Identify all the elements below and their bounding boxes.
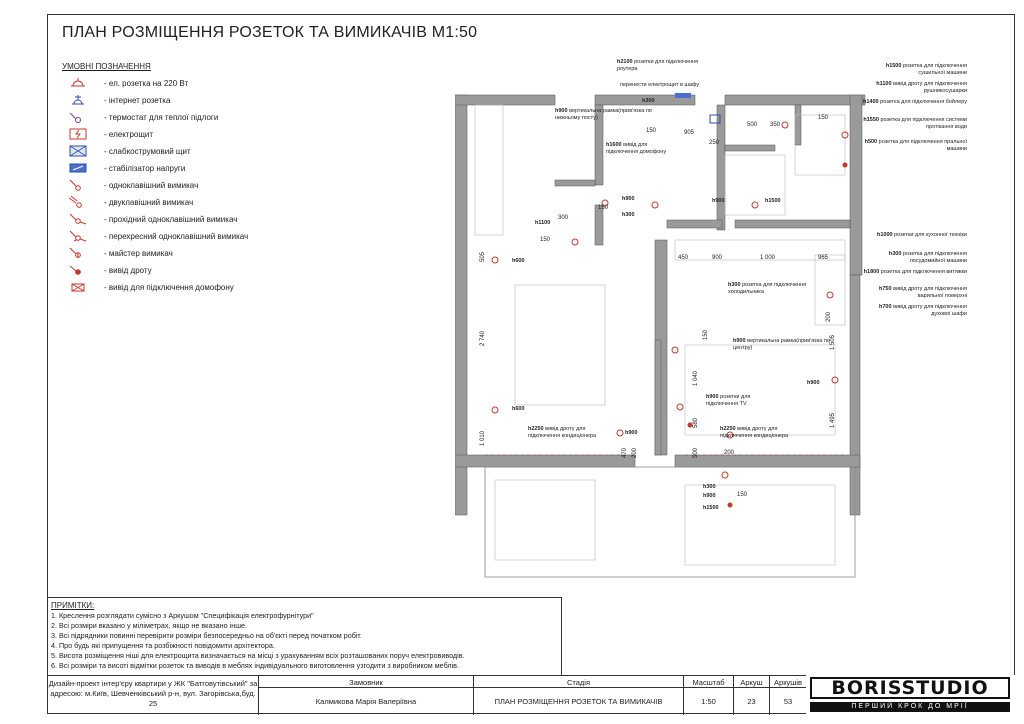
drawing-title: ПЛАН РОЗМІЩЕННЯ РОЗЕТОК ТА ВИМИКАЧІВ М1:50 <box>62 24 478 41</box>
annotation: h300 розетка для підключення холодильника <box>728 282 807 295</box>
logo-name: BORISSTUDIO <box>810 677 1010 699</box>
annotation: h1600 вивід для підключення домофону <box>606 142 667 155</box>
dimension: 1 010 <box>480 430 486 446</box>
legend-item: - майстер вимикач <box>64 246 324 262</box>
dimension: 1 505 <box>830 334 836 350</box>
legend-item: - одноклавішний вимикач <box>64 178 324 194</box>
dimension: 1 040 <box>693 370 699 386</box>
dimension: 250 <box>709 140 720 146</box>
legend-item: - двуклавішний вимикач <box>64 195 324 211</box>
annotation: h900 розетки для підключення TV <box>706 394 751 407</box>
dimension: 150 <box>818 115 829 121</box>
dimension: 965 <box>818 255 829 261</box>
annotation: h1500 розетка для підключення сушильної машини <box>885 63 967 76</box>
annotation: h1100 <box>535 220 551 226</box>
notes-title: ПРИМІТКИ: <box>51 601 95 610</box>
annotation: h1550 розетка для підключення системи протікання води <box>863 117 967 130</box>
legend-item: - інтернет розетка <box>64 93 324 109</box>
annotation: h300 <box>622 212 635 218</box>
annotation: h1100 вивід дроту для підключення рушникосушарки <box>876 81 967 94</box>
studio-logo <box>806 675 1015 714</box>
annotation: h900 <box>622 196 635 202</box>
dimension: 500 <box>693 447 699 458</box>
legend-item: - термостат для теплої підлоги <box>64 110 324 126</box>
dimension: 150 <box>646 128 657 134</box>
annotation: h900 <box>712 198 725 204</box>
annotation: h2100 розетки для підключення роутера <box>617 59 699 72</box>
double-switch-icon <box>64 195 94 209</box>
note: 6. Всі розміри та висоті відмітки розеток та виводів в меблях індивідуального виготовлення узгодити з виробником меблів. <box>51 661 459 670</box>
dimension: 150 <box>737 492 748 498</box>
dimension: 900 <box>712 255 723 261</box>
annotation: h1500 <box>765 198 781 204</box>
passthrough-switch-icon <box>64 212 94 226</box>
legend-item: - ел. розетка на 220 Вт <box>64 76 324 92</box>
dimension: 200 <box>826 311 832 322</box>
annotation: перенести електрощит в шафу <box>620 82 700 88</box>
electrical-panel-icon <box>64 127 94 141</box>
note: 1. Креслення розглядати сумісно з Аркушом "Специфікація електрофурнітури" <box>51 611 314 620</box>
note: 5. Висота розміщення ніші для електрощита визначається на місці з урахуванням всіх розташованих поруч електровиводів. <box>51 651 465 660</box>
legend-item: - прохідний одноклавішний вимикач <box>64 212 324 228</box>
socket-220-icon <box>64 76 94 90</box>
annotation: h900 <box>807 380 820 386</box>
dimension: 470 <box>622 447 628 458</box>
single-switch-icon <box>64 178 94 192</box>
dimension: 500 <box>747 122 758 128</box>
annotation: h900 <box>703 493 716 499</box>
dimension: 450 <box>678 255 689 261</box>
wire-outlet-icon <box>64 263 94 277</box>
sheet-cell: Аркуш 23 <box>733 676 769 715</box>
dimension: 200 <box>632 447 638 458</box>
annotation: h900 вертикальна рамка(прив'язка по нижньому посту) <box>555 108 652 121</box>
stage-cell: Стадія ПЛАН РОЗМІЩЕННЯ РОЗЕТОК ТА ВИМИКАЧІВ <box>473 676 683 715</box>
thermostat-icon <box>64 110 94 124</box>
master-switch-icon <box>64 246 94 260</box>
dimension: 350 <box>770 122 781 128</box>
legend-item: - стабілізатор напруги <box>64 161 324 177</box>
annotation: h1400 розетка для підключення бойлеру <box>863 99 967 105</box>
note: 2. Всі розміри вказано у міліметрах, якщо не вказано інше. <box>51 621 247 630</box>
project-description: Дизайн-проект інтер'єру квартири у ЖК "Батговутівський" за адресою: м.Київ, Шевченківський р-н, вул. Загорівська,буд. 25 <box>48 679 258 708</box>
note: 4. Про будь які припущення та розбіжності повідомити архітектора. <box>51 641 275 650</box>
cross-switch-icon <box>64 229 94 243</box>
dimension: 150 <box>598 205 609 211</box>
scale-cell: Масштаб 1:50 <box>683 676 733 715</box>
voltage-stabilizer-icon <box>64 161 94 175</box>
annotation: h300 <box>642 98 655 104</box>
legend-item: - слабкострумовий щит <box>64 144 324 160</box>
dimension: 150 <box>703 329 709 340</box>
annotation: h1500 <box>703 505 719 511</box>
annotation: h300 розетка для підключення посудомийної машини <box>888 251 967 264</box>
legend-title: УМОВНІ ПОЗНАЧЕННЯ <box>62 62 151 71</box>
notes-block <box>48 597 562 675</box>
annotation: h750 вивід дроту для підключення варильної поверхні <box>878 286 967 299</box>
intercom-outlet-icon <box>64 280 94 294</box>
title-block <box>48 675 806 714</box>
legend-item: - перехресний одноклавішний вимикач <box>64 229 324 245</box>
note: 3. Всі підрядники повинні перевірити розміри безпосередньо на об'єкті перед початком робіт. <box>51 631 362 640</box>
annotation: h900 вертикальна рамка(прив'язка по центру) <box>733 338 830 351</box>
low-voltage-panel-icon <box>64 144 94 158</box>
internet-socket-icon <box>64 93 94 107</box>
annotation: h600 <box>512 258 525 264</box>
dimension: 505 <box>480 251 486 262</box>
annotation: h300 <box>703 484 716 490</box>
dimension: 150 <box>540 237 551 243</box>
annotation: h1800 розетка для підключення витяжки <box>863 269 967 275</box>
logo-tagline: ПЕРШИЙ КРОК ДО МРІЇ <box>810 702 1010 712</box>
dimension: 905 <box>684 130 695 136</box>
annotation: h500 розетка для підключення пральної машини <box>864 139 967 152</box>
legend-item: - вивід дроту <box>64 263 324 279</box>
dimension: 200 <box>724 450 735 456</box>
dimension: 1 495 <box>830 412 836 428</box>
annotation: h600 <box>512 406 525 412</box>
annotation: h700 вивід дроту для підключення духової шафи <box>878 304 967 317</box>
walls <box>455 95 865 515</box>
legend-item: - вивід для підключення домофону <box>64 280 324 296</box>
legend-item: - електрощит <box>64 127 324 143</box>
dimension: 300 <box>558 215 569 221</box>
dimension: 2 740 <box>480 330 486 346</box>
dimension: 580 <box>693 417 699 428</box>
annotation: h2250 вивід дроту для підключення кондиціонера <box>528 426 597 439</box>
annotation: h900 <box>625 430 638 436</box>
sheets-cell: Аркушів 53 <box>769 676 806 715</box>
dimension: 1 000 <box>760 255 776 261</box>
client-cell: Замовник Калмикова Марія Валеріївна <box>258 676 473 715</box>
annotation: h2250 вивід дроту для підключення кондиціонера <box>720 426 789 439</box>
annotation: h1000 розетки для кухонної техніки <box>876 232 967 238</box>
